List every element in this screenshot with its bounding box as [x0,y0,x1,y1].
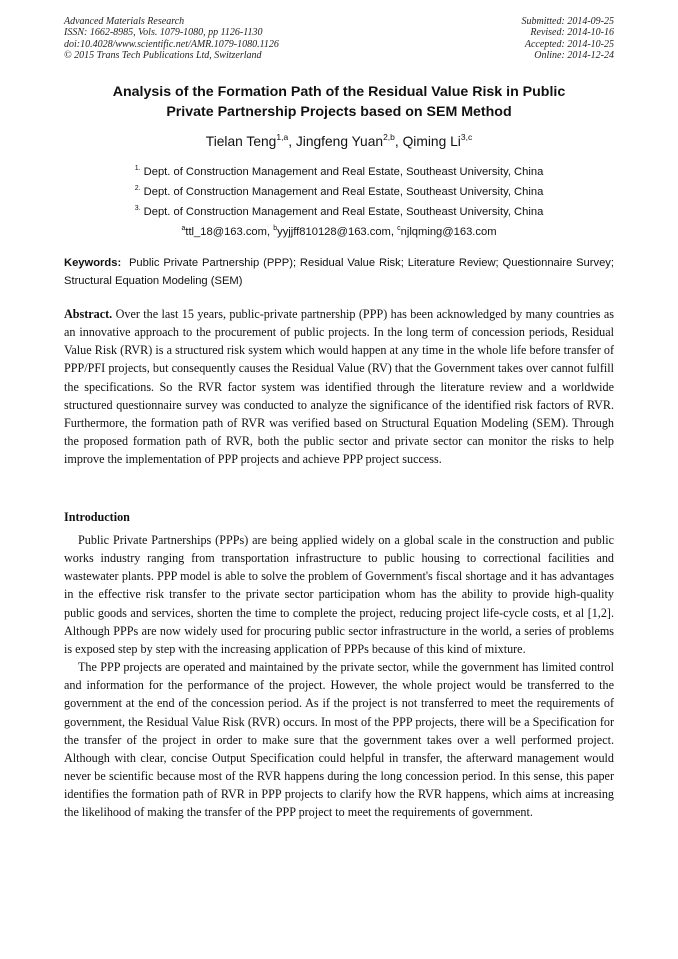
author-affiliation-mark: 1,a [276,132,289,142]
email-link[interactable]: yyjjff810128@163.com [277,226,391,238]
journal-info [64,16,279,61]
submitted-date: Submitted: 2014-09-25 [521,16,614,27]
keywords-text: Public Private Partnership (PPP); Residual Value Risk; Literature Review; Questionnaire Survey; Structural Equation Modeling (SEM) [64,257,615,287]
email-link[interactable]: ttl_18@163.com [185,226,267,238]
title-line-1: Analysis of the Formation Path of the Residual Value Risk in Public [112,84,566,100]
affiliation-row: $^{1.}$ Dept. of Construction Management and Real Estate, Southeast University, China [134,165,544,178]
title-line-2: Private Partnership Projects based on SEM Method [166,104,512,120]
abstract-section [64,305,614,468]
keywords-label: Keywords: [64,257,122,269]
online-date: Online: 2014-12-24 [534,49,614,61]
revised-date: Revised: 2014-10-16 [530,27,614,39]
author-name: Qiming Li [402,134,461,149]
affiliations [64,162,614,242]
journal-issn: ISSN: 1662-8985, Vols. 1079-1080, pp 1126-1130 [64,27,263,39]
accepted-date: Accepted: 2014-10-25 [524,38,614,50]
introduction-heading: Introduction [64,510,130,524]
author-affiliation-mark: 2,b [383,132,395,142]
submission-dates [522,16,615,61]
email-row: $^a$ttl_18@163.com, $^b$yyjjff810128@163.com, $^c$njlqming@163.com [181,225,497,238]
paragraph: The PPP projects are operated and maintained by the private sector, while the government has limited control and information for the performance of the project. However, the whole project would be transferred to the government at the end of the concession period. As if the project is not transferred to meet the requirements of government, the Residual Value Risk (RVR) occurs. In most of the PPP projects, there will be a Specification for the transfer of the project in order to make sure that the government takes over a well performed project. Although with clear, concise Output Specification could helpful in transfer, the afterward management would never be scientific because most of the RVR happens during the long concession period. In this sense, this paper identifies the formation path of RVR in PPP projects to clarify how the RVR happens, which aims at increasing the likelihood of making the transfer of the PPP project to meet the requirements of government. [64,660,614,820]
paper-title [64,82,614,122]
journal-doi[interactable]: doi:10.4028/www.scientific.net/AMR.1079-1080.1126 [64,38,279,50]
abstract-label: Abstract. [64,307,113,321]
author-name: Jingfeng Yuan [295,134,384,149]
author-affiliation-mark: 3,c [460,132,473,142]
journal-name: Advanced Materials Research [64,16,185,27]
email-link[interactable]: njlqming@163.com [400,226,497,238]
abstract-text: Over the last 15 years, public-private partnership (PPP) has been acknowledged by many countries as an innovative approach to the procurement of public projects. In the long term of concession periods, Residual Value Risk (RVR) is a structured risk system which would happen at any time in the whole life before transfer of PPP/PFI projects, but consequently causes the Residual Value (RV) that the Government takes over cannot fulfill the specifications. So the RVR factor system was identified through the literature review and a worldwide structured questionnaire survey was conducted to analyze the significance of the identified risk factors of RVR. Furthermore, the formation path of RVR was verified based on Structural Equation Modeling (SEM). Through the proposed formation path of RVR, both the public sector and private sector can monitor the risks to help improve the implementation of PPP projects and achieve PPP project success. [64,307,614,467]
author-list: Tielan Teng$^{1,a}$, Jingfeng Yuan$^{2,b}$, Qiming Li$^{3,c}$ [205,132,473,149]
paragraph: Public Private Partnerships (PPPs) are being applied widely on a global scale in the construction and public works industry ranging from transportation infrastructure to public housing to correctional facilities and wastewater plants. PPP model is able to solve the problem of Government's fiscal shortage and it has advantages in the effective risk transfer to the private sector participation whom has the ability to provide high-quality public goods and services, shorten the time to complete the project, reducing project life-cycle costs, et al [1,2]. Although PPPs are now widely used for procuring public sector infrastructure in the world, a series of problems is exposed step by step with the increasing application of PPPs because of this kind of mixture. [64,533,614,656]
affiliation-row: $^{2.}$ Dept. of Construction Management and Real Estate, Southeast University, China [134,185,544,198]
keywords-section [64,254,614,290]
introduction-body [64,531,614,822]
journal-copyright: © 2015 Trans Tech Publications Ltd, Switzerland [64,49,262,61]
affiliation-row: $^{3.}$ Dept. of Construction Management and Real Estate, Southeast University, China [134,205,544,218]
author-name: Tielan Teng [205,134,277,149]
